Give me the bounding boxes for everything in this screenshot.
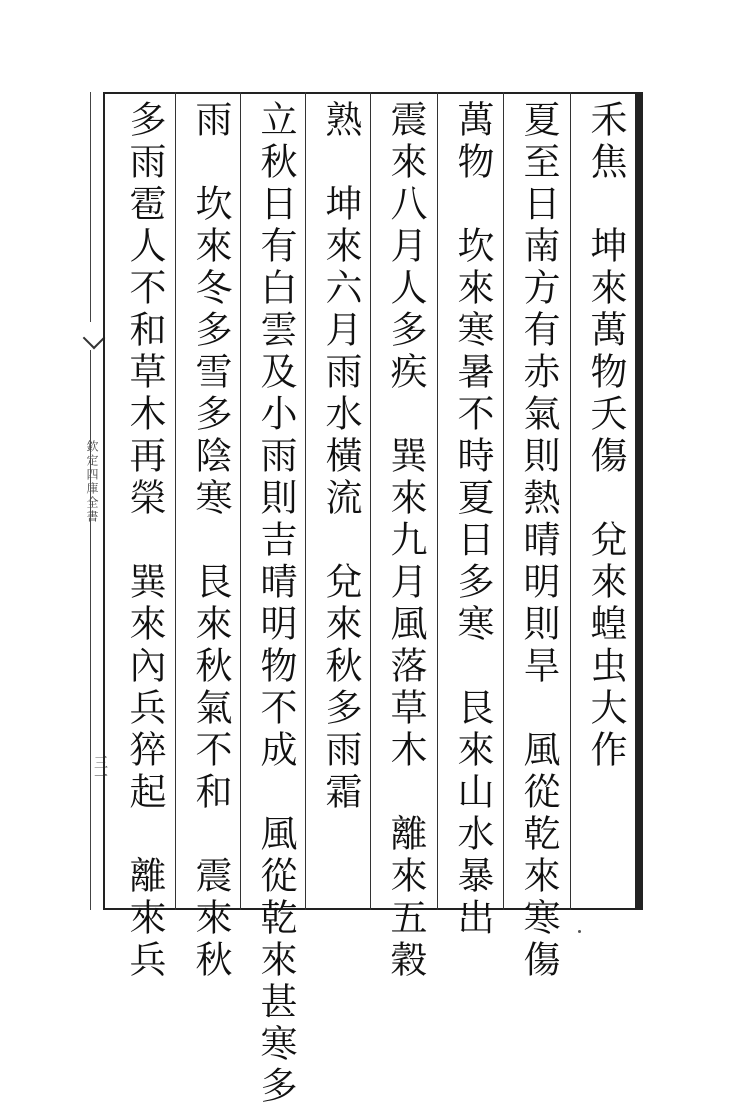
text-column-5: 熟 坤來六月雨水橫流 兌來秋多雨霜	[319, 100, 362, 814]
gutter-line-top	[90, 92, 91, 322]
gutter-title: 欽定四庫全書	[85, 440, 99, 524]
text-column-8: 多雨雹人不和草木再榮 巽來內兵猝起 離來兵	[123, 100, 166, 982]
text-column-6: 立秋日有白雲及小雨則吉晴明物不成 風從乾來甚寒多	[254, 100, 297, 1108]
column-rule	[175, 92, 176, 910]
page-number: 三一	[92, 755, 108, 783]
column-rule	[570, 92, 571, 910]
text-column-1: 禾焦 坤來萬物夭傷 兌來蝗虫大作	[584, 100, 627, 772]
column-rule	[370, 92, 371, 910]
text-column-3: 萬物 坎來寒暑不時夏日多寒 艮來山水暴出	[451, 100, 494, 940]
text-column-4: 震來八月人多疾 巽來九月風落草木 離來五穀	[384, 100, 427, 982]
column-rule	[437, 92, 438, 910]
text-column-7: 雨 坎來冬多雪多陰寒 艮來秋氣不和 震來秋	[189, 100, 232, 982]
column-rule	[240, 92, 241, 910]
gutter-line-bottom	[90, 350, 91, 910]
frame-right-border	[635, 92, 643, 910]
text-column-2: 夏至日南方有赤氣則熱晴明則旱 風從乾來寒傷	[517, 100, 560, 982]
column-rule	[305, 92, 306, 910]
paper-speck	[578, 930, 581, 933]
column-rule	[503, 92, 504, 910]
